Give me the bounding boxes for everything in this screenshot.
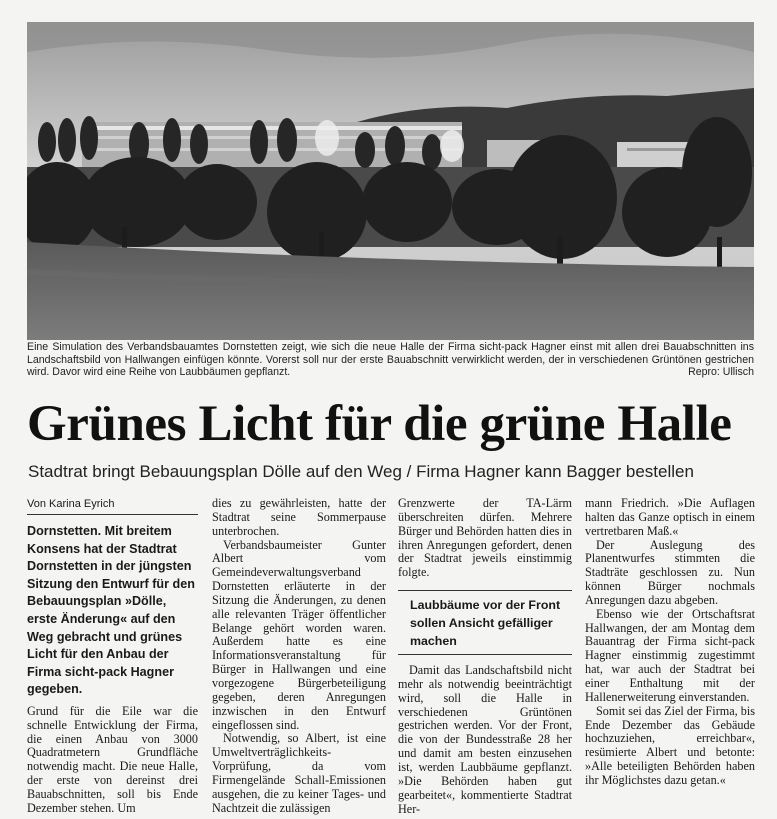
paragraph: Grund für die Eile war die schnelle Entwicklung der Firma, die einen Anbau von 3000 Quadratmetern Grundfläche notwendig macht. Die neue Halle, der erste von dereinst drei Bauabschnitten, soll bis Ende Dezember stehen. Um	[27, 703, 198, 815]
lead-text: Dornstetten. Mit breitem Konsens hat der Stadtrat Dornstetten in der jüngsten Sitzung den Entwurf für den Bebauungsplan »Dölle, erste Änderung« auf den Weg gebracht und grünes Licht für den Anbau der Firma sicht-pack Hagner gegeben.	[27, 524, 195, 697]
paragraph: Damit das Landschaftsbild nicht mehr als notwendig beeinträchtigt wird, soll die Halle in verschiedenen Grüntönen gestrichen werden. Vor der Front, die von der Bundesstraße 28 her und damit am besten einzusehen ist, werden Laubbäume gepflanzt. »Die Behörden haben gut gearbeitet«, kommentierte Stadtrat Her-	[398, 663, 572, 815]
paragraph: Verbandsbaumeister Gunter Albert vom Gemeindeverwaltungsverband Dornstetten erläuterte in der Sitzung die Änderungen, zu denen alle relevanten Träger öffentlicher Belange gehört worden waren. Außerdem hatte es eine Informationsveranstaltung für Bürger in Hallwangen und eine vorgezogene Bürgerbeteiligung gegeben, deren Anregungen inzwischen in den Entwurf eingeflossen sind.	[212, 537, 386, 732]
headline: Grünes Licht für die grüne Halle	[27, 396, 732, 452]
column-1	[27, 497, 198, 815]
paragraph: mann Friedrich. »Die Auflagen halten das Ganze optisch in einem vertretbaren Maß.«	[585, 497, 755, 538]
paragraph: Ebenso wie der Ortschaftsrat Hallwangen, der am Montag dem Bauantrag der Firma sicht-pack Hagner einstimmig zugestimmt hat, war auch der Stadtrat bei einer Enthaltung mit der Hallenerweiterung einverstanden.	[585, 606, 755, 704]
subheadline: Stadtrat bringt Bebauungsplan Dölle auf den Weg / Firma Hagner kann Bagger bestellen	[28, 462, 694, 481]
byline: Von Karina Eyrich	[27, 497, 198, 515]
caption-text: Eine Simulation des Verbandsbauamtes Dornstetten zeigt, wie sich die neue Halle der Firma sicht-pack Hagner einst mit allen drei Bauabschnitten ins Landschaftsbild von Hallwangen einfügen könnte. Vorerst soll nur der erste Bauabschnitt verwirklicht werden, der in verschiedenen Grüntönen gestrichen wird. Davor wird eine Reihe von Laubbäumen gepflanzt.	[27, 341, 754, 378]
photo-credit: Repro: Ullisch	[688, 366, 754, 378]
column-3	[398, 497, 572, 815]
paragraph: Somit sei das Ziel der Firma, bis Ende Dezember das Gebäude hochzuziehen, erreichbar«, resümierte Albert und betonte: »Alle beteiligten Behörden haben ihr Möglichstes dazu getan.«	[585, 703, 755, 787]
paragraph: Grenzwerte der TA-Lärm überschreiten dürfen. Mehrere Bürger und Behörden hatten dies in ihren Anregungen gefordert, denen der Stadtrat jeweils einstimmig folgte.	[398, 497, 572, 580]
paragraph: dies zu gewährleisten, hatte der Stadtrat seine Sommerpause unterbrochen.	[212, 497, 386, 538]
landscape-simulation-image	[27, 22, 754, 340]
intertitle: Laubbäume vor der Front sollen Ansicht gefälliger machen	[398, 590, 572, 655]
photo-caption	[27, 341, 754, 379]
column-4	[585, 497, 755, 815]
paragraph: Der Auslegung des Planentwurfes stimmten die Stadträte geschlossen zu. Nun können Bürger nochmals Anregungen dazu abgeben.	[585, 537, 755, 607]
article-photo	[27, 22, 754, 340]
column-2	[212, 497, 386, 815]
paragraph: Notwendig, so Albert, ist eine Umweltverträglichkeits-Vorprüfung, da vom Firmengelände Schall-Emissionen ausgehen, die zu keiner Tages- und Nachtzeit die zulässigen	[212, 731, 386, 815]
lead-paragraph	[27, 523, 198, 699]
